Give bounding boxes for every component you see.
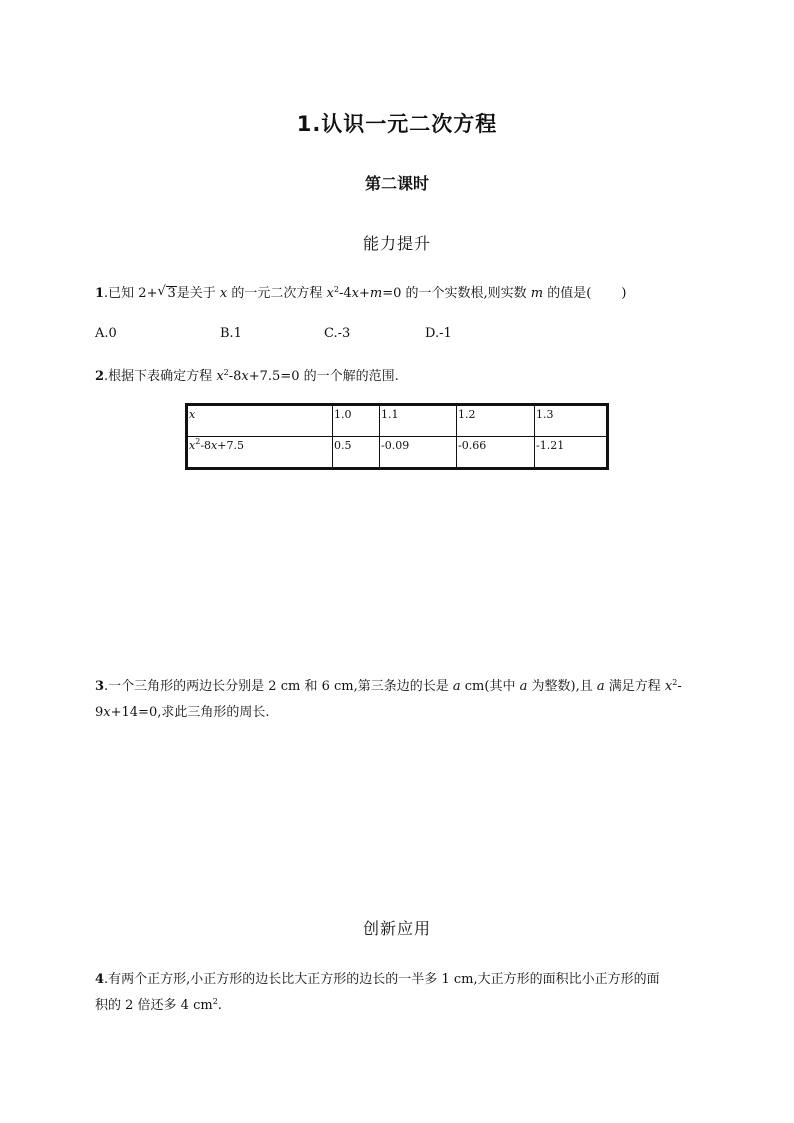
- variable: x: [189, 408, 196, 421]
- question-text: ): [621, 286, 627, 301]
- variable: x: [326, 286, 334, 301]
- equation-text: -: [677, 679, 682, 694]
- option-b: B.1: [220, 326, 242, 341]
- table-cell: 1.0: [333, 405, 380, 437]
- equation-text: =0 的一个实数根,则实数: [382, 286, 531, 301]
- variable: a: [519, 679, 528, 694]
- exponent: 2: [672, 678, 678, 687]
- question-text: 积的 2 倍还多 4 cm: [95, 998, 213, 1013]
- lesson-subtitle: 第二课时: [364, 174, 429, 193]
- exponent: 2: [223, 368, 229, 377]
- variable: x: [664, 679, 673, 694]
- variable: a: [452, 679, 461, 694]
- exponent: 2: [333, 285, 339, 294]
- question-2: [95, 364, 705, 390]
- table-row: [187, 405, 608, 437]
- question-text: .已知 2+: [104, 286, 158, 301]
- question-text: .根据下表确定方程: [104, 369, 217, 384]
- values-table: [185, 403, 609, 470]
- option-d: D.-1: [425, 326, 452, 341]
- section-heading-ability: 能力提升: [362, 234, 431, 253]
- table-row: [187, 437, 608, 469]
- table-cell: 1.3: [535, 405, 608, 437]
- variable: x: [216, 369, 224, 384]
- table-header-cell: [187, 437, 333, 469]
- equation-text: +: [358, 286, 370, 301]
- sqrt-symbol: √ 3: [157, 284, 176, 301]
- question-3: [95, 674, 705, 726]
- section-heading-innovation: 创新应用: [362, 919, 431, 938]
- variable: m: [369, 286, 383, 301]
- variable: x: [211, 439, 218, 452]
- page-title: 1.认识一元二次方程: [296, 112, 498, 136]
- table-cell: 0.5: [333, 437, 380, 469]
- exponent: 2: [212, 997, 218, 1006]
- table-cell: 1.1: [380, 405, 457, 437]
- question-text: .: [217, 998, 222, 1013]
- variable: x: [189, 439, 196, 452]
- radicand: 3: [167, 286, 176, 301]
- equation-text: -4: [338, 286, 352, 301]
- variable: x: [241, 369, 249, 384]
- question-text: .有两个正方形,小正方形的边长比大正方形的边长的一半多 1 cm,大正方形的面积比小正方形的面: [104, 972, 660, 987]
- question-text: 为整数),且: [527, 679, 597, 694]
- question-1: [95, 281, 705, 307]
- equation-text: -8: [200, 439, 212, 452]
- exponent: 2: [195, 437, 201, 446]
- question-text: .一个三角形的两边长分别是 2 cm 和 6 cm,第三条边的长是: [104, 679, 453, 694]
- equation-text: +7.5: [217, 439, 244, 452]
- variable: x: [219, 286, 228, 301]
- question-text: 的一元二次方程: [227, 286, 327, 301]
- question-text: 满足方程: [604, 679, 665, 694]
- question-number: 2: [95, 369, 105, 384]
- question-text: +14=0,求此三角形的周长.: [110, 705, 270, 720]
- table-cell: -0.66: [457, 437, 535, 469]
- variable: x: [351, 286, 359, 301]
- equation-text: +7.5=0 的一个解的范围.: [248, 369, 399, 384]
- question-number: 3: [95, 679, 105, 694]
- question-text: 的值是(: [543, 286, 592, 301]
- option-a: A.0: [95, 326, 117, 341]
- table-cell: -1.21: [535, 437, 608, 469]
- question-text: 是关于: [176, 286, 220, 301]
- equation-text: 9: [95, 705, 104, 720]
- table-header-cell: [187, 405, 333, 437]
- question-number: 1: [95, 286, 105, 301]
- question-4: [95, 967, 705, 1019]
- variable: x: [103, 705, 111, 720]
- table-cell: 1.2: [457, 405, 535, 437]
- equation-text: -8: [228, 369, 242, 384]
- variable: m: [530, 286, 544, 301]
- question-text: cm(其中: [460, 679, 520, 694]
- variable: a: [596, 679, 605, 694]
- table-cell: -0.09: [380, 437, 457, 469]
- option-c: C.-3: [324, 326, 351, 341]
- question-number: 4: [95, 972, 105, 987]
